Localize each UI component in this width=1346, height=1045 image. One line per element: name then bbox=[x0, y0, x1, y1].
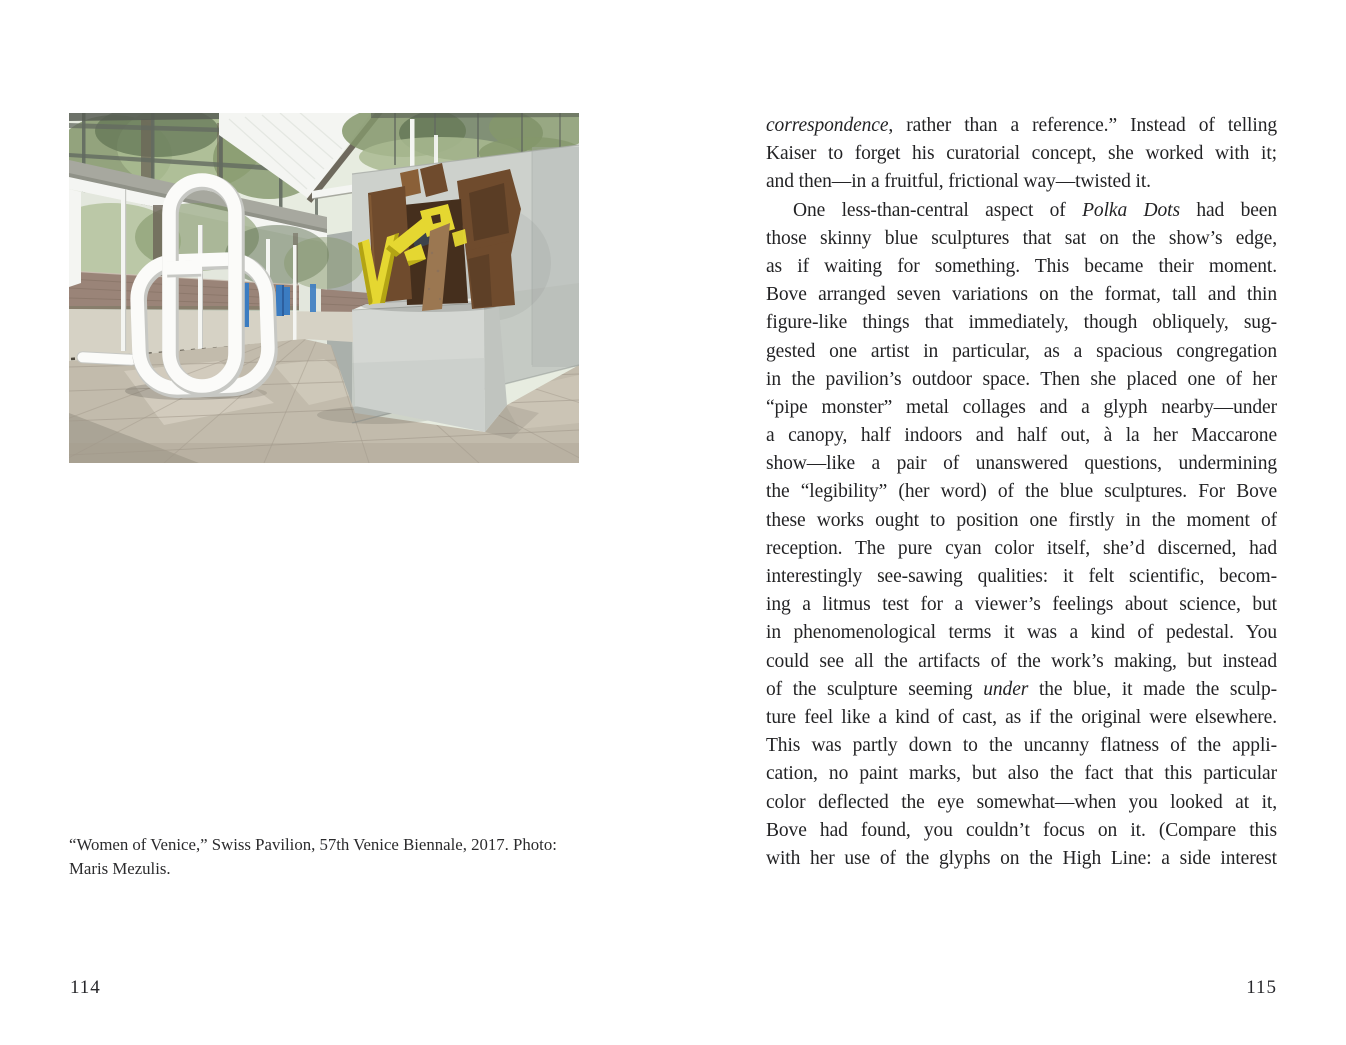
text-line: with her use of the glyphs on the High Line: a side interest bbox=[766, 847, 1277, 869]
text-line: Bove had found, you couldn’t focus on it. (Compare this bbox=[766, 819, 1277, 841]
body-text bbox=[766, 112, 1277, 873]
text-line: could see all the artifacts of the work’s making, but instead bbox=[766, 650, 1277, 672]
text-line: reception. The pure cyan color itself, she’d discerned, had bbox=[766, 537, 1277, 559]
text-line: as if waiting for something. This became their moment. bbox=[766, 255, 1277, 277]
text-line: these works ought to position one firstly in the moment of bbox=[766, 509, 1277, 531]
caption-line-2: Maris Mezulis. bbox=[69, 858, 171, 878]
text-line: “pipe monster” metal collages and a glyph nearby—under bbox=[766, 396, 1277, 418]
text-line: This was partly down to the uncanny flatness of the appli- bbox=[766, 735, 1277, 757]
text-line: color deflected the eye somewhat—when you looked at it, bbox=[766, 791, 1277, 813]
text-line: the “legibility” (her word) of the blue sculptures. For Bove bbox=[766, 481, 1277, 503]
left-pier bbox=[69, 189, 81, 287]
text-line: in phenomenological terms it was a kind of pedestal. You bbox=[766, 622, 1277, 644]
text-line: of the sculpture seeming under the blue, it made the sculp- bbox=[766, 678, 1277, 700]
text-line: those skinny blue sculptures that sat on the show’s edge, bbox=[766, 227, 1277, 249]
text-line: figure-like things that immediately, though obliquely, sug- bbox=[766, 312, 1277, 334]
text-line: and then—in a fruitful, frictional way—twisted it. bbox=[766, 171, 1151, 193]
caption-line-1: “Women of Venice,” Swiss Pavilion, 57th Venice Biennale, 2017. Photo: bbox=[69, 835, 557, 854]
white-post bbox=[434, 135, 438, 165]
text-line: ture feel like a kind of cast, as if the original were elsewhere. bbox=[766, 706, 1277, 728]
text-line: interestingly see-sawing qualities: it felt scientific, becom- bbox=[766, 566, 1277, 587]
installation-photo bbox=[69, 113, 579, 463]
text-line: show—like a pair of unanswered questions, undermining bbox=[766, 453, 1277, 475]
text-line: correspondence, rather than a reference.” Instead of telling bbox=[766, 115, 1277, 136]
installation-photo-art bbox=[69, 113, 579, 463]
text-line: Bove arranged seven variations on the format, tall and thin bbox=[766, 284, 1277, 306]
text-line: cation, no paint marks, but also the fact that this particular bbox=[766, 763, 1277, 785]
page-number-right: 115 bbox=[1246, 977, 1277, 998]
page-number-left: 114 bbox=[70, 977, 101, 998]
text-line: gested one artist in particular, as a spacious congregation bbox=[766, 340, 1277, 362]
figure-caption bbox=[69, 833, 589, 880]
text-line: One less-than-central aspect of Polka Dots had been bbox=[793, 199, 1277, 221]
text-line: Kaiser to forget his curatorial concept, she worked with it; bbox=[766, 143, 1277, 165]
text-line: a canopy, half indoors and half out, à la her Maccarone bbox=[766, 425, 1277, 447]
white-post bbox=[410, 119, 415, 171]
text-line: in the pavilion’s outdoor space. Then she placed one of her bbox=[766, 368, 1277, 390]
text-line: ing a litmus test for a viewer’s feelings about science, but bbox=[766, 594, 1277, 616]
